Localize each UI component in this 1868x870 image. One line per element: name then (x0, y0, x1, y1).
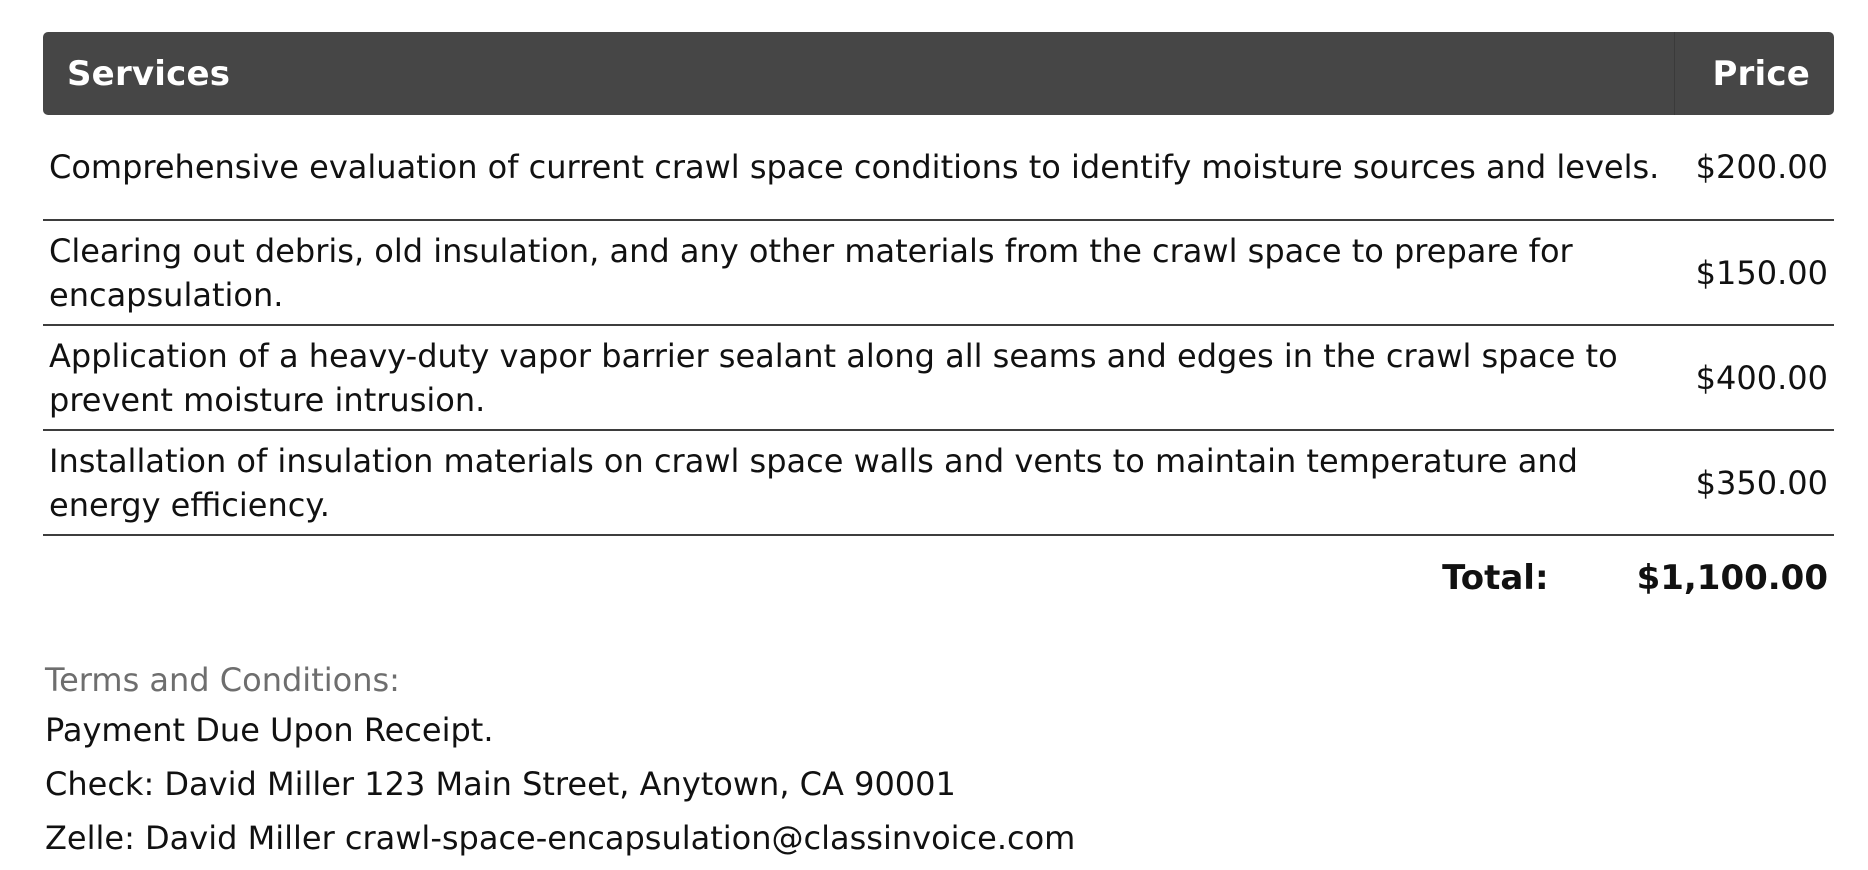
total-label: Total: (1442, 557, 1549, 598)
total-value: $1,100.00 (1636, 557, 1828, 598)
service-description: Comprehensive evaluation of current crawl space conditions to identify moisture sources and levels. (43, 115, 1674, 220)
service-description: Installation of insulation materials on crawl space walls and vents to maintain temperature and energy efficiency. (43, 430, 1674, 535)
service-price: $350.00 (1674, 430, 1834, 535)
table-row (43, 220, 1834, 325)
terms-title: Terms and Conditions: (45, 661, 400, 699)
table-row (43, 115, 1834, 220)
total-row (43, 536, 1834, 619)
service-price: $200.00 (1674, 115, 1834, 220)
price-column-header: Price (1674, 32, 1834, 115)
zelle-payment-line: Zelle: David Miller crawl-space-encapsulation@classinvoice.com (45, 819, 1076, 857)
payment-terms-line: Payment Due Upon Receipt. (45, 711, 494, 749)
services-column-header: Services (43, 32, 1674, 115)
table-row (43, 430, 1834, 535)
service-description: Application of a heavy-duty vapor barrier sealant along all seams and edges in the crawl space to prevent moisture intrusion. (43, 325, 1674, 430)
service-price: $400.00 (1674, 325, 1834, 430)
service-price: $150.00 (1674, 220, 1834, 325)
terms-and-conditions (45, 658, 1075, 865)
table-row (43, 325, 1834, 430)
check-payment-line: Check: David Miller 123 Main Street, Anytown, CA 90001 (45, 765, 956, 803)
table-header-row (43, 32, 1834, 115)
invoice-services-section (43, 32, 1834, 619)
service-description: Clearing out debris, old insulation, and any other materials from the crawl space to prepare for encapsulation. (43, 220, 1674, 325)
services-table (43, 32, 1834, 536)
